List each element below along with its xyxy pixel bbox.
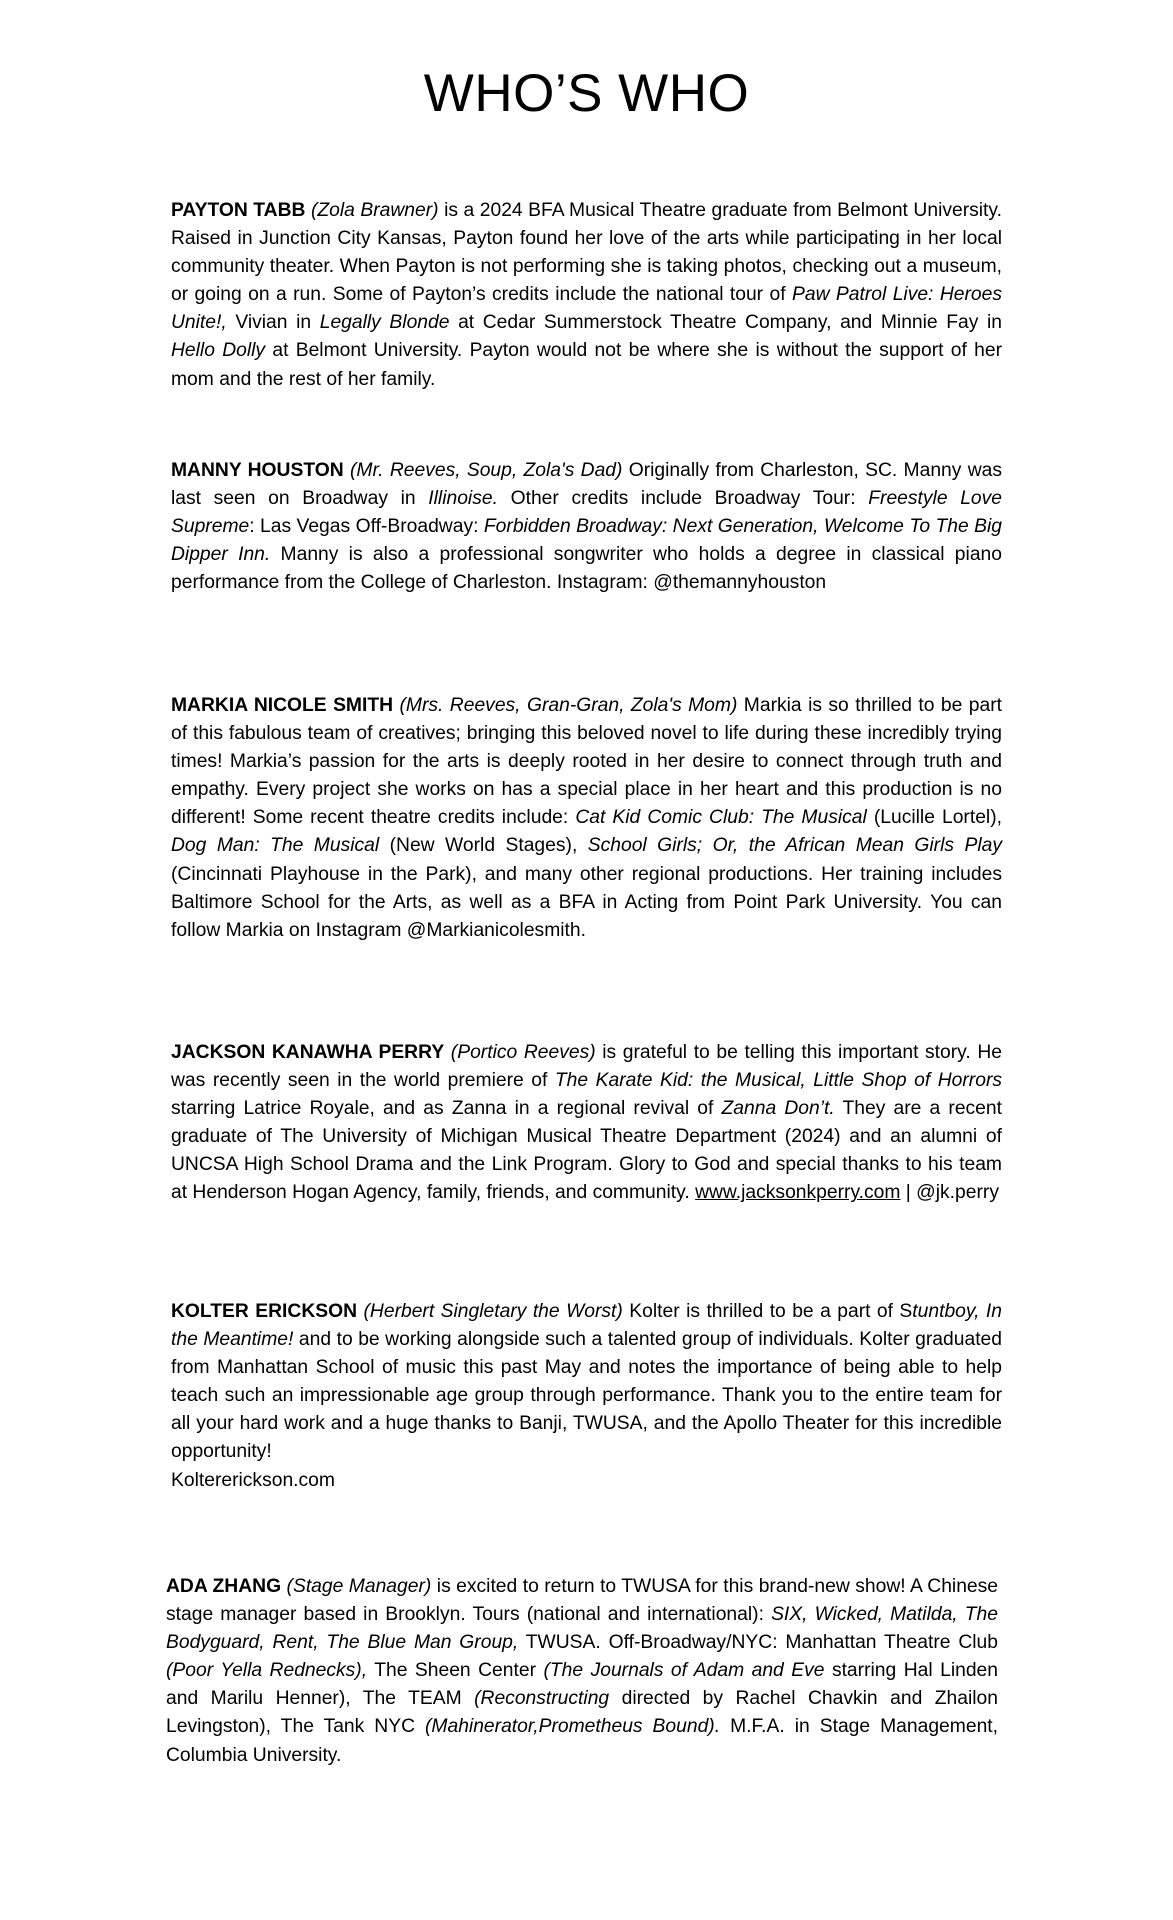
bio-manny-houston: [171, 457, 1002, 597]
bio-kolter-erickson: [171, 1298, 1002, 1495]
bio-credit: (Mahinerator,Prometheus Bound).: [425, 1716, 721, 1738]
bio-credit: Dog Man: The Musical: [171, 835, 380, 857]
bio-credit: School Girls; Or, the African Mean Girls Play: [587, 835, 1002, 857]
bio-text: Markia is so thrilled to be part of this fabulous team of creatives; bringing this beloved novel to life during these incredibly trying times! Markia’s passion for the arts is deeply rooted in her desire to connect through truth and empathy. Every project she works on has a special place in her heart and this production is no different! Some recent theatre credits include:: [171, 695, 1002, 829]
bio-payton-tabb: [171, 197, 1002, 394]
bio-text: and to be working alongside such a talented group of individuals. Kolter graduated from Manhattan School of music this past May and notes the importance of being able to help teach such an impressionable age group through performance. Thank you to the entire team for all your hard work and a huge thanks to Banji, TWUSA, and the Apollo Theater for this incredible opportunity!: [171, 1329, 1002, 1463]
bio-credit: Illinoise.: [428, 488, 498, 510]
bio-role: (Portico Reeves): [450, 1042, 596, 1063]
bio-role: (Mr. Reeves, Soup, Zola's Dad): [350, 460, 623, 481]
bio-text: Manny is also a professional songwriter who holds a degree in classical piano performance from the College of Charleston. Instagram: @themannyhouston: [171, 544, 1002, 594]
bio-credit: Hello Dolly: [171, 340, 266, 362]
bio-text: (Cincinnati Playhouse in the Park), and many other regional productions. Her training includes Baltimore School for the Arts, as well as a BFA in Acting from Point Park University. You can follow Markia on Instagram @Markianicolesmith.: [171, 863, 1002, 941]
bio-text: is a 2024 BFA Musical Theatre graduate from Belmont University. Raised in Junction City Kansas, Payton found her love of the arts while participating in her local community theater. When Payton is not performing she is taking photos, checking out a museum, or going on a run. Some of Payton’s credits include the national tour of: [171, 200, 1002, 306]
bio-text: starring Latrice Royale, and as Zanna in a regional revival of: [171, 1098, 722, 1120]
bio-credit: (The Journals of Adam and Eve: [543, 1660, 825, 1682]
bio-text: directed by Rachel Chavkin and Zhailon Levingston), The Tank NYC: [166, 1688, 998, 1738]
bio-text: Vivian in: [226, 312, 320, 334]
bio-credit: Legally Blonde: [319, 312, 450, 334]
bio-role: (Herbert Singletary the Worst): [363, 1301, 623, 1322]
bio-text: starring Hal Linden and Marilu Henner), The TEAM: [166, 1660, 999, 1710]
bio-credit: Forbidden Broadway: Next Generation, Welcome To The Big Dipper Inn.: [171, 516, 1003, 566]
bio-text: | @jk.perry: [900, 1182, 999, 1204]
bio-text: The Sheen Center: [367, 1660, 544, 1682]
bio-markia-nicole-smith: [171, 692, 1002, 945]
bio-text: (New World Stages),: [379, 835, 588, 857]
bio-name: PAYTON TABB: [171, 200, 306, 221]
bio-text: at Belmont University. Payton would not be where she is without the support of her mom and the rest of her family.: [171, 340, 1002, 390]
bio-text: is excited to return to TWUSA for this brand-new show! A Chinese stage manager based in Brooklyn. Tours (national and international):: [166, 1576, 999, 1626]
bio-credit: SIX, Wicked, Matilda, The Bodyguard, Rent, The Blue Man Group,: [166, 1604, 999, 1654]
bio-text: They are a recent graduate of The University of Michigan Musical Theatre Department (2024) and an alumni of UNCSA High School Drama and the Link Program. Glory to God and special thanks to his team at Henderson Hogan Agency, family, friends, and community.: [171, 1098, 1002, 1204]
website-link[interactable]: www.jacksonkperry.com: [695, 1182, 901, 1204]
bio-jackson-kanawha-perry: [171, 1039, 1002, 1208]
bio-text: at Cedar Summerstock Theatre Company, and Minnie Fay in: [449, 312, 1002, 334]
bio-credit: tuntboy, In the Meantime!: [171, 1301, 1002, 1351]
bio-credit: Cat Kid Comic Club: The Musical: [575, 807, 867, 829]
bio-credit: Zanna Don’t.: [721, 1098, 835, 1120]
bio-text: Other credits include Broadway Tour:: [497, 488, 869, 510]
bio-ada-zhang: [166, 1573, 998, 1770]
bio-website: Koltererickson.com: [171, 1469, 335, 1491]
bio-name: JACKSON KANAWHA PERRY: [171, 1042, 445, 1063]
bio-name: MANNY HOUSTON: [171, 460, 344, 481]
bio-credit: (Poor Yella Rednecks),: [166, 1660, 368, 1682]
bio-text: : Las Vegas Off-Broadway:: [249, 516, 484, 538]
bio-credit: Freestyle Love Supreme: [171, 488, 1003, 538]
bio-text: is grateful to be telling this important story. He was recently seen in the world premiere of: [171, 1042, 1002, 1092]
bio-text: Kolter is thrilled to be a part of S: [622, 1301, 913, 1322]
page-title: WHO’S WHO: [423, 64, 750, 123]
bio-role: (Mrs. Reeves, Gran-Gran, Zola's Mom): [399, 695, 738, 716]
bio-name: MARKIA NICOLE SMITH: [171, 695, 394, 716]
bio-credit: (Reconstructing: [474, 1688, 610, 1710]
bio-name: ADA ZHANG: [166, 1576, 282, 1597]
bio-text: Originally from Charleston, SC. Manny was last seen on Broadway in: [171, 460, 1002, 510]
bio-credit: The Karate Kid: the Musical, Little Shop of Horrors: [554, 1070, 1002, 1092]
bio-role: (Stage Manager): [286, 1576, 432, 1597]
bio-text: TWUSA. Off-Broadway/NYC: Manhattan Theatre Club: [518, 1632, 998, 1654]
bio-text: M.F.A. in Stage Management, Columbia University.: [166, 1716, 999, 1766]
bio-name: KOLTER ERICKSON: [171, 1301, 358, 1322]
bio-text: (Lucille Lortel),: [866, 807, 1002, 829]
bio-role: (Zola Brawner): [310, 200, 439, 221]
bio-credit: Paw Patrol Live: Heroes Unite!,: [171, 284, 1002, 334]
